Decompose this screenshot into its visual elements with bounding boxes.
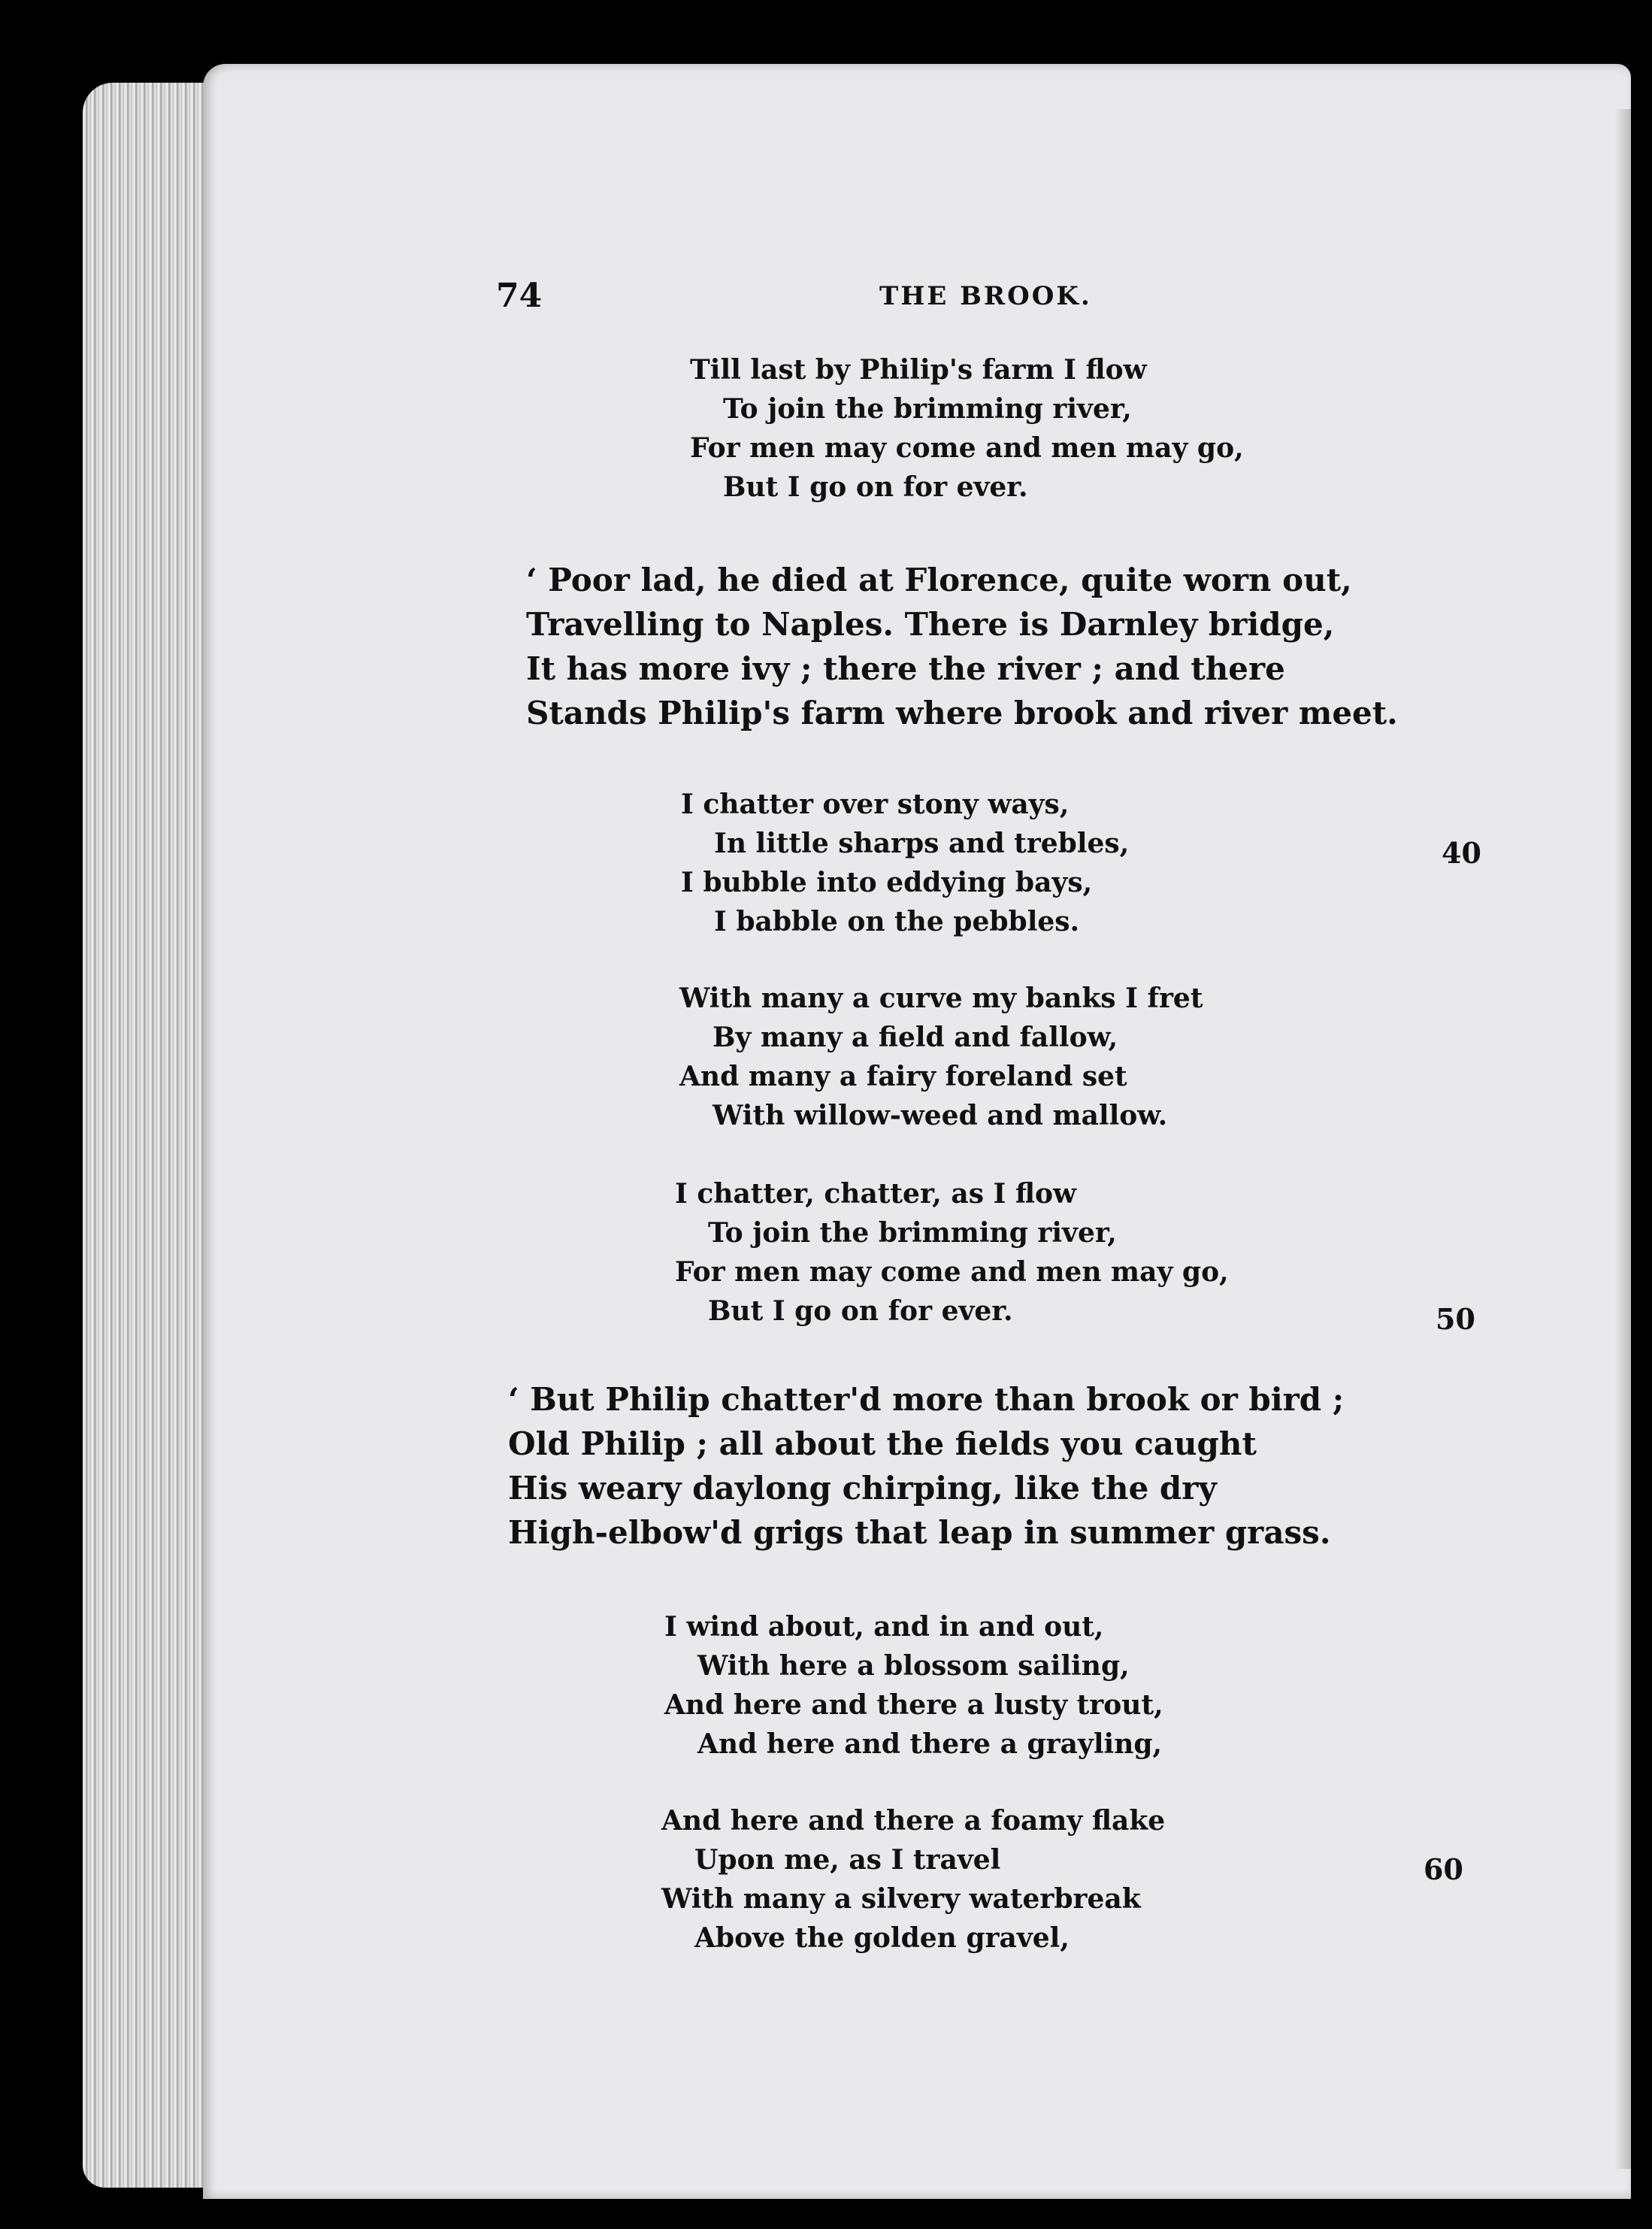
page-header xyxy=(0,277,1652,322)
verse-line: And here and there a foamy flake xyxy=(661,1805,1166,1837)
verse-line: ‘ Poor lad, he died at Florence, quite worn out, xyxy=(526,562,1352,598)
stanza-7 xyxy=(664,1607,1163,1764)
stanza-5 xyxy=(675,1174,1229,1331)
verse-line: But I go on for ever. xyxy=(723,471,1028,503)
stanza-8 xyxy=(661,1801,1165,1958)
verse-line: I bubble into eddying bays, xyxy=(681,867,1093,898)
stanza-3 xyxy=(681,785,1129,941)
verse-line: Till last by Philip's farm I flow xyxy=(690,354,1147,386)
verse-line: With here a blossom sailing, xyxy=(697,1650,1130,1682)
verse-line: In little sharps and trebles, xyxy=(714,828,1130,859)
verse-line: Upon me, as I travel xyxy=(694,1844,1001,1876)
verse-line: With many a silvery waterbreak xyxy=(661,1883,1141,1915)
verse-line: But I go on for ever. xyxy=(708,1295,1013,1327)
stanza-1 xyxy=(690,350,1244,507)
verse-line: For men may come and men may go, xyxy=(690,432,1244,464)
page-number: 74 xyxy=(496,277,543,315)
verse-line: For men may come and men may go, xyxy=(675,1256,1229,1288)
verse-line: With many a curve my banks I fret xyxy=(679,983,1203,1014)
verse-line: I chatter, chatter, as I flow xyxy=(675,1178,1077,1210)
verse-line: To join the brimming river, xyxy=(723,393,1132,425)
running-title: THE BROOK. xyxy=(879,281,1092,311)
verse-line: By many a field and fallow, xyxy=(713,1022,1118,1053)
stanza-6 xyxy=(508,1377,1344,1555)
verse-line: ‘ But Philip chatter'd more than brook or bird ; xyxy=(508,1381,1345,1418)
verse-line: And here and there a lusty trout, xyxy=(664,1689,1163,1721)
verse-line: And many a fairy foreland set xyxy=(679,1061,1127,1092)
stanza-4 xyxy=(679,979,1203,1135)
verse-line: His weary daylong chirping, like the dry xyxy=(508,1470,1217,1507)
verse-line: I wind about, and in and out, xyxy=(664,1611,1104,1643)
line-number-50: 50 xyxy=(1436,1302,1475,1336)
verse-line: I babble on the pebbles. xyxy=(714,906,1080,937)
verse-line: Stands Philip's farm where brook and river meet. xyxy=(526,695,1398,731)
verse-line: High-elbow'd grigs that leap in summer grass. xyxy=(508,1514,1331,1551)
verse-line: And here and there a grayling, xyxy=(697,1728,1163,1760)
verse-line: With willow-weed and mallow. xyxy=(713,1100,1168,1131)
stanza-2 xyxy=(526,558,1398,735)
verse-line: I chatter over stony ways, xyxy=(681,789,1070,820)
line-number-60: 60 xyxy=(1424,1852,1463,1886)
verse-line: It has more ivy ; there the river ; and there xyxy=(526,650,1285,687)
verse-line: Above the golden gravel, xyxy=(694,1922,1070,1954)
verse-line: Travelling to Naples. There is Darnley bridge, xyxy=(526,606,1335,643)
line-number-40: 40 xyxy=(1442,836,1481,870)
verse-line: Old Philip ; all about the fields you caught xyxy=(508,1425,1257,1462)
verse-line: To join the brimming river, xyxy=(708,1217,1117,1249)
